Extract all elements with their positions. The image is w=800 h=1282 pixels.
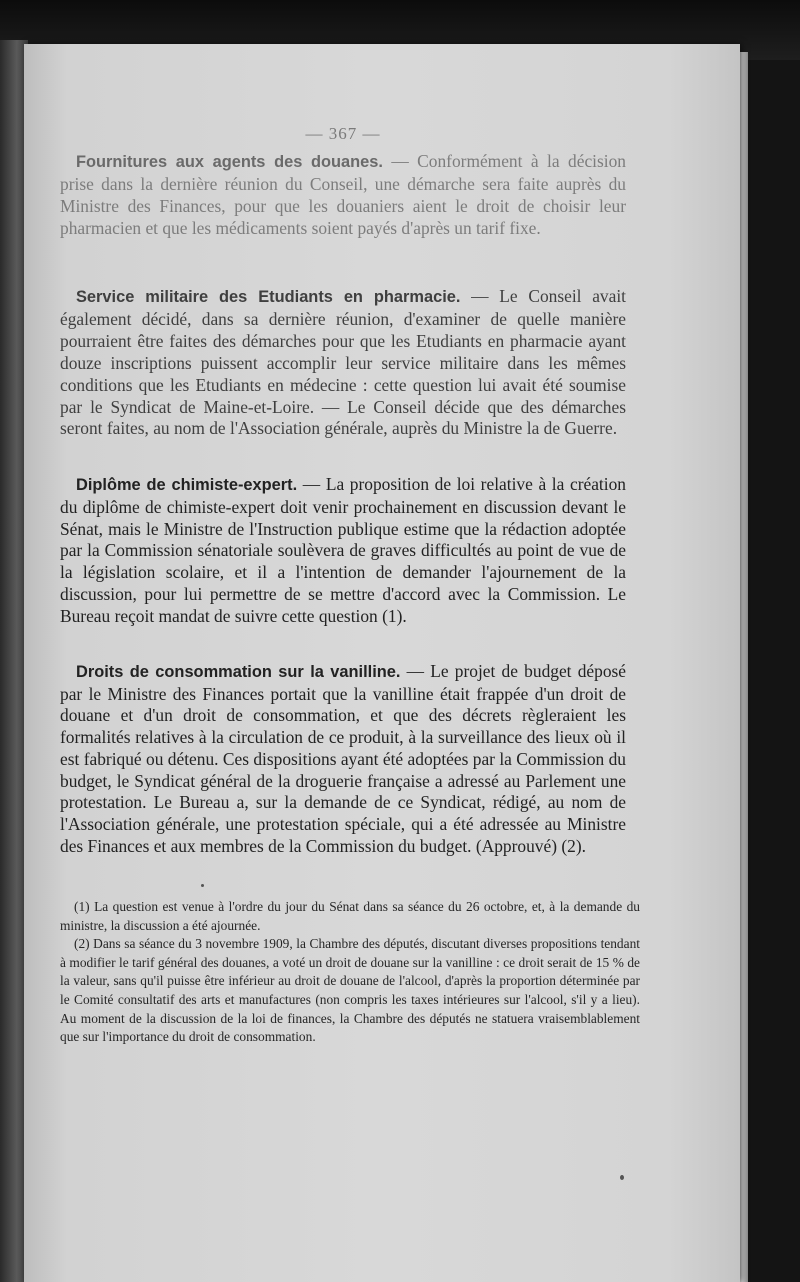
paragraph-fournitures [60, 151, 626, 240]
footnote-2: (2) Dans sa séance du 3 novembre 1909, la Chambre des députés, discutant diverses propositions tendant à modifier le tarif général des douanes, a voté un droit de douane sur la vanilline : ce droit serait de 15 % de la valeur, sans qu'il puisse être inférieur au droit de douane de l'alcool, d'après la proportion déterminée par le Comité consultatif des arts et manufactures (non compris les taxes intérieures sur l'alcool, s'il y a lieu). Au moment de la discussion de la loi de finances, la Chambre des députés ne statuera vraisemblablement que sur l'importance du droit de consommation. [60, 936, 640, 1045]
footnotes [60, 898, 640, 1047]
paragraph-body: — La proposition de loi relative à la création du diplôme de chimiste-expert doit venir prochainement en discussion devant le Sénat, mais le Ministre de l'Instruction publique estime que la rédaction adoptée par la Commission sénatoriale soulèvera de graves difficultés au point de vue de la législation scolaire, et il a l'intention de demander l'ajournement de la discussion, pour lui permettre de se mettre d'accord avec la Commission. Le Bureau reçoit mandat de suivre cette question (1). [60, 474, 626, 626]
paragraph-vanilline [60, 661, 626, 857]
paragraph-heading: Service militaire des Etudiants en pharmacie. [76, 288, 461, 306]
paragraph-heading: Fournitures aux agents des douanes. [76, 153, 383, 171]
paper-speck [620, 1175, 624, 1180]
paper-speck [201, 884, 204, 887]
footnote-1: (1) La question est venue à l'ordre du jour du Sénat dans sa séance du 26 octobre, et, à la demande du ministre, la discussion a été ajournée. [60, 899, 640, 933]
page-number: — 367 — [305, 124, 381, 143]
paragraph-diplome [60, 474, 626, 628]
paragraph-body: — Conformément à la décision prise dans la dernière réunion du Conseil, une démarche sera faite auprès du Ministre des Finances, pour que les douaniers aient le droit de choisir leur pharmacien et que les médicaments soient payés d'après un tarif fixe. [60, 151, 626, 238]
paragraph-body: — Le Conseil avait également décidé, dans sa dernière réunion, d'examiner de quelle manière pourraient être faites des démarches pour que les Etudiants en pharmacie ayant douze inscriptions puissent accomplir leur service militaire dans les mêmes conditions que les Etudiants en médecine : cette question lui avait été soumise par le Syndicat de Maine-et-Loire. — Le Conseil décide que des démarches seront faites, au nom de l'Association générale, auprès du Ministre la de Guerre. [60, 286, 627, 439]
paragraph-body: — Le projet de budget déposé par le Ministre des Finances portait que la vanilline était frappée d'un droit de douane et d'un droit de consommation, et que des décrets règleraient les formalités relatives à la circulation de ce produit, à la surveillance des lieux où il est fabriqué ou détenu. Ces dispositions ayant été adoptées par la Commission du budget, le Syndicat général de la droguerie française a adressé au Parlement une protestation. Le Bureau a, sur la demande de ce Syndicat, rédigé, au nom de l'Association générale, une protestation spéciale, qui a été adressée au Ministre des Finances et aux membres de la Commission du budget. (Approuvé) (2). [60, 661, 627, 856]
paragraph-service-militaire [60, 286, 626, 440]
paragraph-heading: Diplôme de chimiste-expert. [76, 476, 298, 494]
paragraph-heading: Droits de consommation sur la vanilline. [76, 663, 401, 681]
